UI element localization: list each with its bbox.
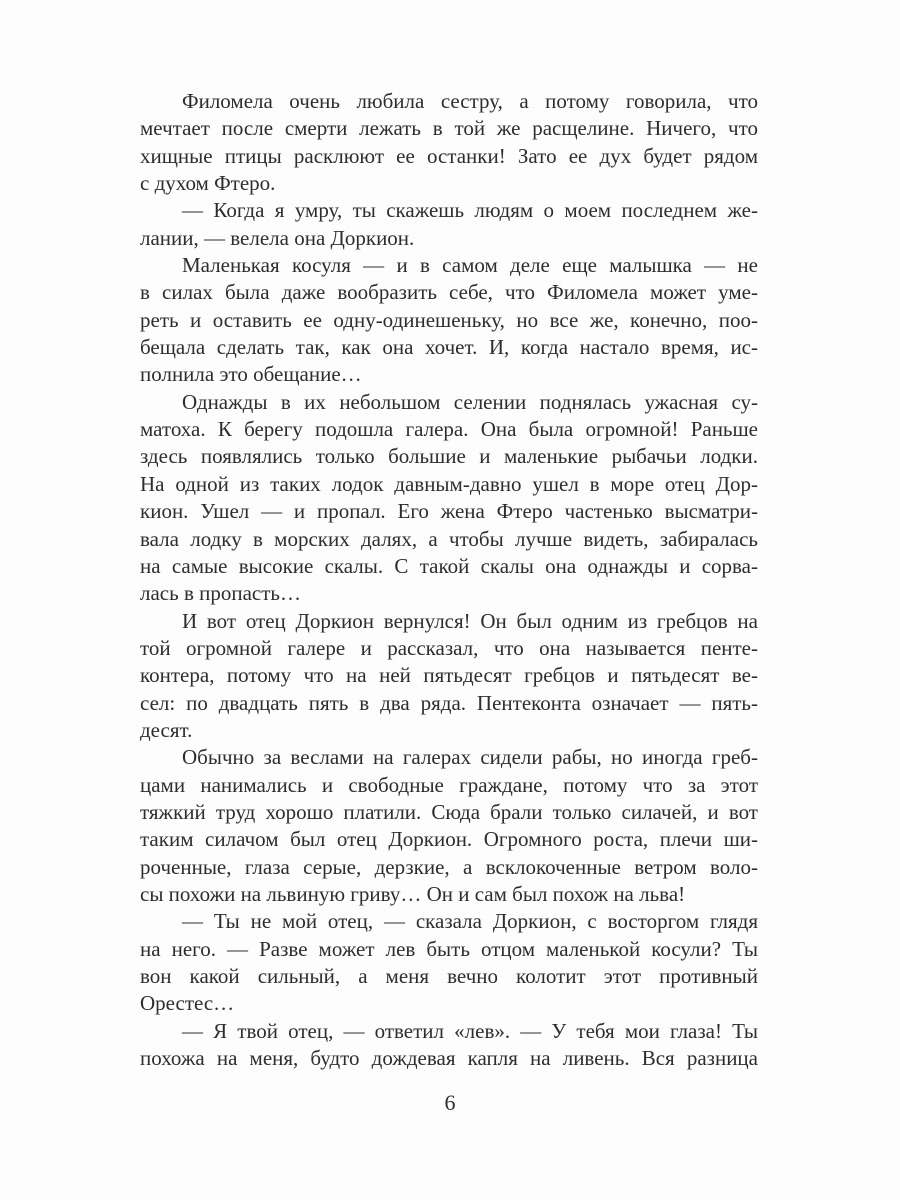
paragraph	[140, 389, 758, 608]
page-text-column	[140, 88, 758, 1072]
text-line: Филомела очень любила сестру, а потому говорила, что	[182, 89, 758, 113]
text-line: кион. Ушел — и пропал. Его жена Фтеро частенько высматри-	[140, 499, 758, 524]
text-line: бещала сделать так, как она хочет. И, когда настало время, ис-	[140, 335, 758, 360]
text-line: И вот отец Доркион вернулся! Он был одним из гребцов на	[182, 608, 758, 633]
paragraph	[140, 88, 758, 197]
text-line: похожа на меня, будто дождевая капля на ливень. Вся разница	[140, 1046, 758, 1071]
text-line: Обычно за веслами на галерах сидели рабы, но иногда греб-	[182, 745, 758, 770]
text-line: десят.	[140, 717, 193, 742]
text-line: — Когда я умру, ты скажешь людям о моем последнем же-	[182, 198, 758, 223]
paragraph	[140, 744, 758, 908]
paragraph	[140, 908, 758, 1017]
text-line: Маленькая косуля — и в самом деле еще малышка — не	[182, 253, 758, 278]
text-line: с духом Фтеро.	[140, 171, 276, 196]
text-line: цами нанимались и свободные граждане, потому что за этот	[140, 772, 758, 797]
text-line: хищные птицы расклюют ее останки! Зато ее дух будет рядом	[140, 143, 758, 168]
text-line: На одной из таких лодок давным-давно ушел в море отец Дор-	[140, 471, 758, 496]
text-line: — Я твой отец, — ответил «лев». — У тебя мои глаза! Ты	[182, 1018, 758, 1043]
text-line: Однажды в их небольшом селении поднялась ужасная су-	[182, 389, 758, 414]
text-line: здесь появлялись только большие и маленькие рыбачьи лодки.	[140, 444, 758, 469]
text-line: сел: по двадцать пять в два ряда. Пентеконта означает — пять-	[140, 690, 758, 715]
paragraph	[140, 252, 758, 389]
text-line: таким силачом был отец Доркион. Огромного роста, плечи ши-	[140, 827, 758, 852]
text-line: той огромной галере и рассказал, что она называется пенте-	[140, 635, 758, 660]
paragraph	[140, 608, 758, 745]
text-line: на самые высокие скалы. С такой скалы она однажды и сорва-	[140, 553, 758, 578]
text-line: лании, — велела она Доркион.	[140, 225, 415, 250]
text-line: Орестес…	[140, 991, 235, 1016]
text-line: на него. — Разве может лев быть отцом маленькой косули? Ты	[140, 936, 758, 961]
text-line: вала лодку в морских далях, а чтобы лучше видеть, забиралась	[140, 526, 758, 551]
text-line: матоха. К берегу подошла галера. Она была огромной! Раньше	[140, 417, 758, 442]
paragraph	[140, 197, 758, 252]
text-line: контера, потому что на ней пятьдесят гребцов и пятьдесят ве-	[140, 663, 758, 688]
text-line: в силах была даже вообразить себе, что Филомела может уме-	[140, 280, 758, 305]
text-line: лась в пропасть…	[140, 581, 301, 606]
paragraph	[140, 1018, 758, 1073]
text-line: сы похожи на львиную гриву… Он и сам был похож на льва!	[140, 881, 686, 906]
text-line: вон какой сильный, а меня вечно колотит этот противный	[140, 964, 758, 988]
text-line: — Ты не мой отец, — сказала Доркион, с восторгом глядя	[182, 909, 758, 934]
text-line: полнила это обещание…	[140, 362, 362, 387]
page-number: 6	[444, 1090, 456, 1115]
text-line: реть и оставить ее одну-одинешеньку, но все же, конечно, поо-	[140, 307, 758, 332]
text-line: мечтает после смерти лежать в той же расщелине. Ничего, что	[140, 116, 758, 141]
text-line: тяжкий труд хорошо платили. Сюда брали только силачей, и вот	[140, 799, 758, 824]
text-line: роченные, глаза серые, дерзкие, а всклокоченные ветром воло-	[140, 854, 758, 879]
